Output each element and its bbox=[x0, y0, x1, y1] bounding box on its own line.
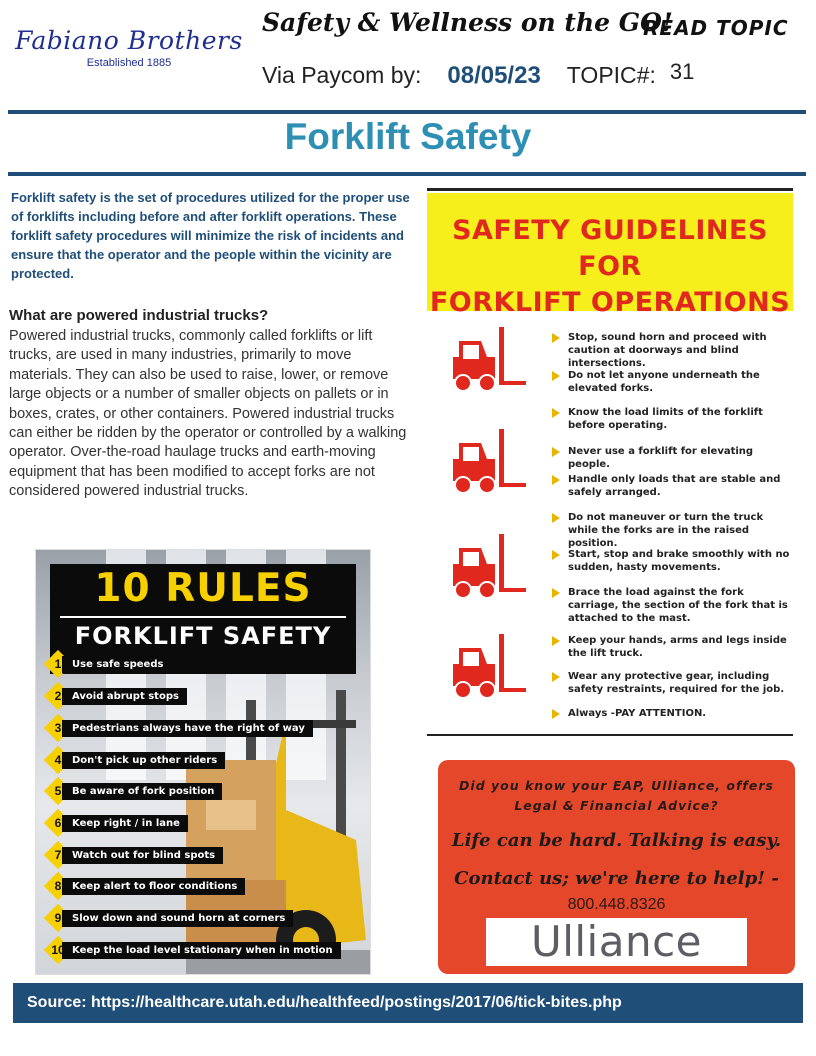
guideline-text: Do not let anyone underneath the elevated forks. bbox=[568, 370, 760, 394]
rule-text: Watch out for blind spots bbox=[62, 847, 223, 864]
header-divider-bottom bbox=[8, 172, 806, 176]
arrow-icon bbox=[552, 333, 560, 343]
ten-rules-poster bbox=[35, 549, 371, 975]
forklift-icon bbox=[447, 425, 527, 497]
ulliance-logo-text: Ulliance bbox=[530, 917, 703, 966]
poster-rule bbox=[48, 686, 187, 706]
arrow-icon bbox=[552, 672, 560, 682]
rule-number: 10 bbox=[51, 943, 65, 957]
arrow-icon bbox=[552, 475, 560, 485]
eap-tagline-2: Contact us; we're here to help! - bbox=[454, 868, 779, 889]
guideline-item bbox=[552, 406, 792, 432]
rule-number: 8 bbox=[54, 879, 62, 893]
forklift-icon bbox=[447, 323, 527, 395]
poster-rule bbox=[48, 940, 341, 960]
guideline-item bbox=[552, 331, 792, 370]
question-body: Powered industrial trucks, commonly called forklifts or lift trucks, are used in many industries, primarily to move materials. They can also be used to raise, lower, or remove large objects or a number of smaller objects on pallets or in boxes, crates, or other containers. Powered industrial trucks can either be ridden by the operator or controlled by a walking operator. Over-the-road haulage trucks and earth-moving equipment that has been modified to accept forks are not considered powered industrial trucks. bbox=[9, 328, 407, 500]
read-topic-label: READ TOPIC bbox=[643, 16, 789, 40]
poster-rule bbox=[48, 813, 188, 833]
rule-number: 4 bbox=[54, 753, 62, 767]
rule-number: 2 bbox=[54, 689, 62, 703]
guideline-text: Always -PAY ATTENTION. bbox=[568, 708, 707, 719]
guideline-item bbox=[552, 369, 792, 395]
rule-number: 1 bbox=[54, 657, 62, 671]
topic-label: TOPIC#: bbox=[566, 62, 656, 88]
poster-rule bbox=[48, 845, 223, 865]
rule-number: 7 bbox=[54, 848, 62, 862]
rule-number: 6 bbox=[54, 816, 62, 830]
guidelines-banner-line2: FORKLIFT OPERATIONS bbox=[429, 287, 791, 318]
rule-text: Use safe speeds bbox=[62, 656, 171, 673]
logo-name: Fabiano Brothers bbox=[15, 26, 243, 55]
rule-text: Keep right / in lane bbox=[62, 815, 188, 832]
via-label: Via Paycom by: bbox=[262, 62, 422, 88]
guideline-text: Know the load limits of the forklift before operating. bbox=[568, 407, 763, 431]
guideline-text: Start, stop and brake smoothly with no sudden, hasty movements. bbox=[568, 549, 790, 573]
forklift-icon bbox=[447, 630, 527, 702]
rule-text: Be aware of fork position bbox=[62, 783, 222, 800]
guideline-text: Stop, sound horn and proceed with caution at doorways and blind intersections. bbox=[568, 332, 767, 369]
arrow-icon bbox=[552, 550, 560, 560]
rule-text: Keep the load level stationary when in motion bbox=[62, 942, 341, 959]
arrow-icon bbox=[552, 408, 560, 418]
poster-subtitle: FORKLIFT SAFETY bbox=[60, 616, 346, 650]
poster-rule bbox=[48, 781, 222, 801]
guidelines-banner-line1: SAFETY GUIDELINES FOR bbox=[452, 215, 768, 282]
arrow-icon bbox=[552, 371, 560, 381]
rule-number: 5 bbox=[54, 784, 62, 798]
poster-rule bbox=[48, 718, 313, 738]
arrow-icon bbox=[552, 447, 560, 457]
arrow-icon bbox=[552, 709, 560, 719]
guideline-item bbox=[552, 548, 792, 574]
topic-date: 08/05/23 bbox=[447, 62, 541, 89]
guideline-item bbox=[552, 707, 792, 720]
rule-text: Don't pick up other riders bbox=[62, 752, 225, 769]
arrow-icon bbox=[552, 513, 560, 523]
rule-text: Avoid abrupt stops bbox=[62, 688, 187, 705]
header-title: Safety & Wellness on the GO! bbox=[262, 8, 673, 37]
rule-text: Slow down and sound horn at corners bbox=[62, 910, 293, 927]
logo-established: Established 1885 bbox=[86, 57, 172, 69]
guideline-item bbox=[552, 586, 792, 625]
question-heading: What are powered industrial trucks? bbox=[9, 307, 269, 324]
eap-callout bbox=[438, 760, 795, 974]
source-link[interactable]: Source: https://healthcare.utah.edu/healthfeed/postings/2017/06/tick-bites.php bbox=[13, 983, 803, 1023]
guideline-item bbox=[552, 634, 792, 660]
rule-text: Keep alert to floor conditions bbox=[62, 878, 245, 895]
guidelines-top-border bbox=[427, 188, 793, 191]
guidelines-bottom-border bbox=[427, 734, 793, 736]
guideline-text: Handle only loads that are stable and safely arranged. bbox=[568, 474, 781, 498]
eap-phone: 800.448.8326 bbox=[567, 896, 666, 913]
guideline-text: Wear any protective gear, including safety restraints, required for the job. bbox=[568, 671, 785, 695]
guideline-text: Never use a forklift for elevating people. bbox=[568, 446, 754, 470]
arrow-icon bbox=[552, 588, 560, 598]
poster-title: 10 RULES bbox=[94, 566, 312, 611]
arrow-icon bbox=[552, 636, 560, 646]
poster-rule bbox=[48, 750, 225, 770]
header-meta bbox=[262, 59, 695, 90]
guideline-text: Keep your hands, arms and legs inside the lift truck. bbox=[568, 635, 787, 659]
poster-rule bbox=[48, 654, 171, 674]
ulliance-logo bbox=[486, 918, 747, 966]
topic-number: 31 bbox=[669, 59, 695, 84]
rule-number: 3 bbox=[54, 721, 62, 735]
poster-rule bbox=[48, 908, 293, 928]
forklift-icon bbox=[447, 530, 527, 602]
rule-number: 9 bbox=[54, 911, 62, 925]
eap-tagline-1: Life can be hard. Talking is easy. bbox=[451, 830, 782, 851]
header-divider-top bbox=[8, 110, 806, 114]
guideline-text: Do not maneuver or turn the truck while the forks are in the raised position. bbox=[568, 512, 764, 549]
company-logo bbox=[14, 26, 244, 69]
eap-question: Did you know your EAP, Ulliance, offers Legal & Financial Advice? bbox=[459, 778, 774, 813]
poster-rule bbox=[48, 876, 245, 896]
rule-text: Pedestrians always have the right of way bbox=[62, 720, 313, 737]
guideline-text: Brace the load against the fork carriage, the section of the fork that is attached to the mast. bbox=[568, 587, 788, 624]
guideline-item bbox=[552, 473, 792, 499]
intro-paragraph: Forklift safety is the set of procedures utilized for the proper use of forklifts including before and after forklift operations. These forklift safety procedures will minimize the risk of incidents and ensure that the operator and the people within the vicinity are protected. bbox=[11, 190, 410, 281]
guideline-item bbox=[552, 670, 792, 696]
page-title: Forklift Safety bbox=[284, 116, 532, 157]
guideline-item bbox=[552, 445, 792, 471]
guideline-item bbox=[552, 511, 792, 550]
guidelines-banner bbox=[427, 193, 793, 318]
